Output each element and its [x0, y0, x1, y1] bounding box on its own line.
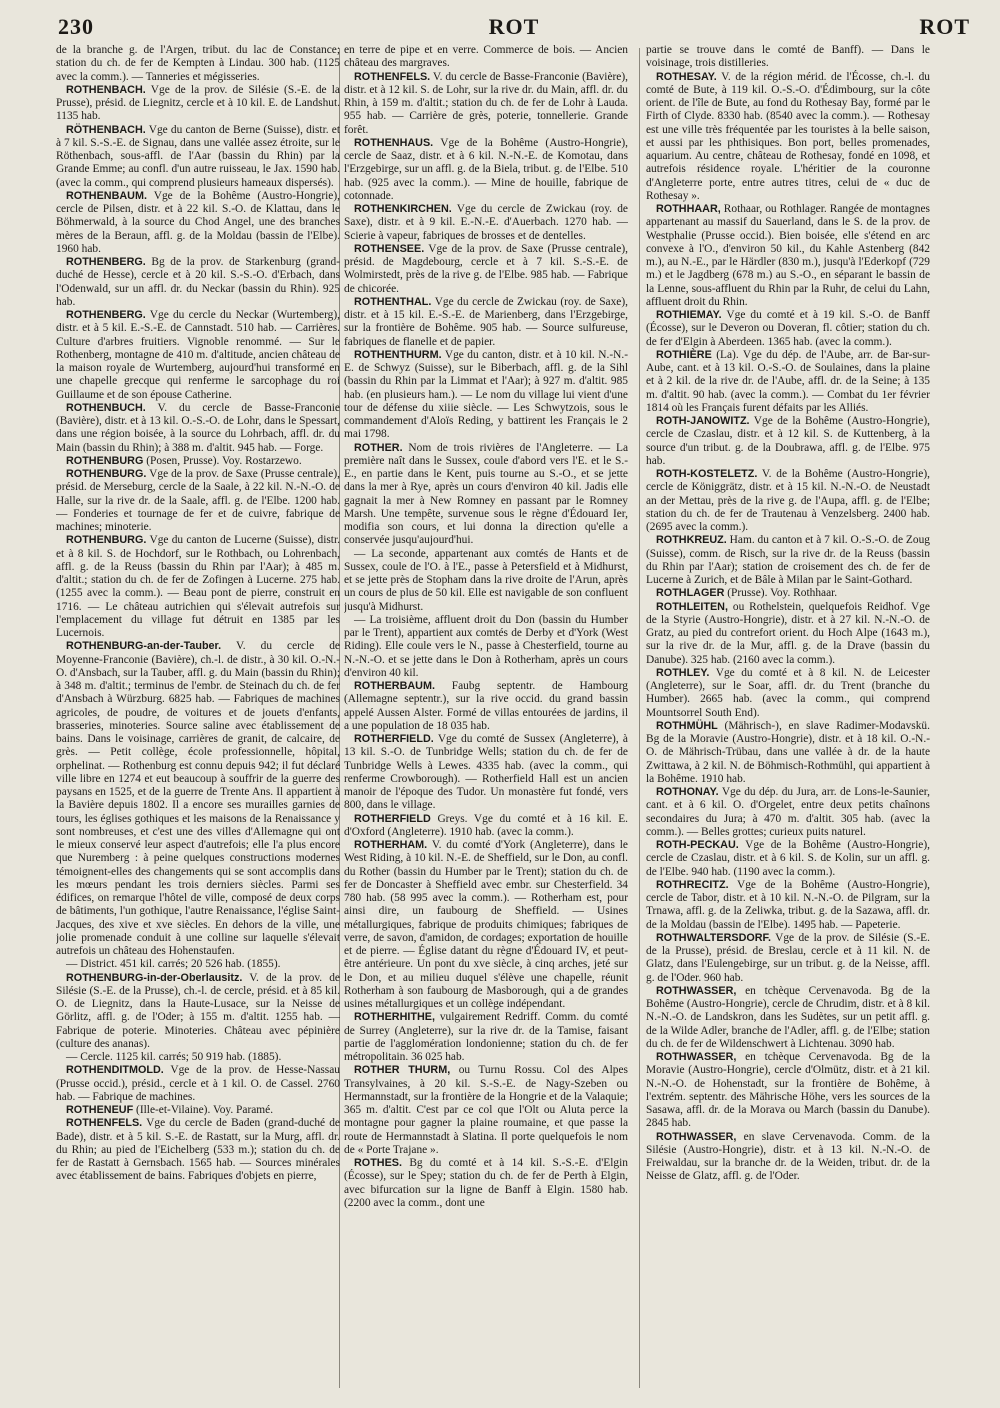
- entry-text: Rothaar, ou Rothlager. Rangée de montagnes appartenant au massif du Sauerland, dans le S. de la prov. de Westphalie (Prusse occid.). Bien boisée, elle s'étend en arc convexe à l'O., d'environ 50 kil., du Kahle Astenberg (842 m.), au N.-E., par le Härdler (830 m.), jusqu'à l'Ederkopf (729 m.) et le Jagdberg (678 m.) au S.-O., en séparant le bassin de la Lenne, sous-affluent du Rhin par la Ruhr, de celui du Lahn, affluent droit du Rhin.: [646, 203, 930, 308]
- entry-headword: ROTHENHAUS.: [354, 136, 434, 149]
- dictionary-entry: [344, 839, 628, 1011]
- entry-headword: ROTHERFIELD: [354, 812, 431, 825]
- dictionary-entry: [344, 1064, 628, 1157]
- entry-text: (Prusse). Voy. Rothhaar.: [727, 587, 838, 600]
- entry-text: Vge du cercle du Neckar (Wurtemberg), distr. et à 5 kil. E.-S.-E. de Cannstadt. 510 hab. — Carrières. Culture d'arbres fruitiers. Vignoble renommé. — Sur le Rothenberg, montagne de 410 m. d'altitude, ancien château de la maison royale de Wurtemberg, aujourd'hui transformé en une chapelle grecque qui renferme le sarcophage du roi Guillaume et de son épouse Catherine.: [56, 309, 340, 401]
- entry-headword: ROTHENFELS.: [66, 1117, 143, 1130]
- entry-text: — Cercle. 1125 kil. carrés; 50 919 hab. (1885).: [66, 1051, 282, 1063]
- dictionary-entry: [344, 680, 628, 733]
- entry-headword: ROTHERHITHE,: [354, 1011, 435, 1024]
- entry-text: (Mährisch-), en slave Radimer-Modavskü. Bg de la Moravie (Austro-Hongrie), distr. et à 18 kil. O.-N.-O. de Mährisch-Trübau, dans une vallée à dr. de la haute Zwittawa, à 2 kil. N. de Böhmisch-Rothmühl, qui appartient à la Bohême. 1910 hab.: [646, 719, 930, 785]
- entry-text: ou Rothelstein, quelquefois Reidhof. Vge de la Styrie (Austro-Hongrie), distr. et à 27 kil. N.-N.-O. de Gratz, au pied du contrefort orient. du Hoch Alpe (1643 m.), sur la rive dr. de la Mur, affl. g. de la Drave (bassin du Danube). 325 hab. (2160 avec la comm.).: [646, 600, 930, 666]
- entry-text: en slave Cervenavoda. Comm. de la Silésie (Austro-Hongrie), distr. et à 13 kil. N.-N.-O. de Freiwaldau, sur la branche dr. de la Weiden, tribut. dr. de la Neisse de Glatz, affl. g. de l'Oder.: [646, 1130, 930, 1183]
- dictionary-entry: [646, 468, 930, 534]
- dictionary-entry: [344, 296, 628, 349]
- dictionary-entry: [646, 879, 930, 932]
- dictionary-entry: [56, 468, 340, 534]
- dictionary-entry: [344, 44, 628, 71]
- entry-text: Vge du comté et à 19 kil. S.-O. de Banff (Écosse), sur le Deveron ou Doveran, fl. côtier; station du ch. de fer d'Elgin à Aberdeen. 1365 hab. (avec la comm.).: [646, 309, 930, 348]
- entry-text: Vge du comté et à 8 kil. N. de Leicester (Angleterre), sur le Soar, affl. dr. du Trent (branche du Humber). 2665 hab. (avec la comm., qui comprend Mountsorrel South End).: [646, 666, 930, 719]
- dictionary-entry: [56, 1104, 340, 1117]
- entry-text: — La troisième, affluent droit du Don (bassin du Humber par le Trent), appartient aux comtés de Derby et d'York (West Riding). Elle coule vers le N., passe à Chesterfield, tourne au N.-N.-O. et se jette dans le Don à Rotherham, après un cours d'environ 40 kil.: [344, 613, 628, 679]
- dictionary-entry: [56, 1064, 340, 1104]
- entry-text: en terre de pipe et en verre. Commerce de bois. — Ancien château des margraves.: [344, 44, 628, 70]
- entry-headword: ROTHENBURG: [66, 454, 144, 467]
- entry-text: Bg de la prov. de Starkenburg (grand-duché de Hesse), cercle et à 20 kil. S.-S.-O. d'Erbach, dans l'Odenwald, sur un affl. dr. du Neckar (bassin du Rhin). 925 hab.: [56, 256, 340, 308]
- dictionary-entry: [344, 548, 628, 614]
- dictionary-entry: [56, 124, 340, 190]
- dictionary-entry: [646, 1131, 930, 1184]
- entry-headword: ROTHENBURG-in-der-Oberlausitz.: [66, 971, 243, 984]
- entry-text: Vge du cercle de Zwickau (roy. de Saxe), distr. et à 9 kil. E.-N.-E. d'Auerbach. 1270 hab. — Scierie à vapeur, fabriques de brosses et de dentelles.: [344, 203, 628, 242]
- dictionary-entry: [646, 667, 930, 720]
- entry-headword: ROTHLEITEN,: [656, 600, 728, 613]
- dictionary-entry: [56, 534, 340, 640]
- entry-headword: ROTHENBURG-an-der-Tauber.: [66, 640, 222, 653]
- entry-text: V. de la Bohême (Austro-Hongrie), cercle de Königgrätz, distr. et à 15 kil. N.-N.-O. de Neustadt an der Mettau, près de la rive g. de l'Aupa, affl. g. de l'Elbe; station du ch. de fer de Trautenau à Venzelsberg. 2400 hab. (2695 avec la comm.).: [646, 468, 930, 533]
- entry-headword: RÖTHENBACH.: [66, 123, 146, 136]
- dictionary-entry: [344, 733, 628, 813]
- entry-text: Greys. Vge du comté et à 16 kil. E. d'Oxford (Angleterre). 1910 hab. (avec la comm.).: [344, 812, 628, 838]
- entry-text: V. du cercle de Basse-Franconie (Bavière), distr. et à 12 kil. S. de Lohr, sur la rive dr. du Main, affl. dr. du Rhin, à 159 m. d'altit.; station du ch. de fer de Lohr à Lauda. 955 hab. — Carrière de grès, poterie, tonnellerie. Grande forêt.: [344, 70, 628, 136]
- entry-headword: ROTHENTHURM.: [354, 348, 442, 361]
- entry-headword: ROTHESAY.: [656, 70, 717, 83]
- dictionary-entry: [646, 932, 930, 985]
- dictionary-entry: [56, 190, 340, 256]
- dictionary-entry: [344, 1011, 628, 1064]
- entry-headword: ROTHLAGER: [656, 587, 725, 600]
- entry-headword: ROTHIEMAY.: [656, 309, 722, 321]
- dictionary-entry: [646, 985, 930, 1051]
- entry-text: Vge de la Bohême (Austro-Hongrie), cercle de Czaslau, distr. et à 6 kil. S. de Kolin, sur un affl. g. de l'Elbe. 940 hab. (1190 avec la comm.).: [646, 839, 930, 878]
- page-header: [58, 14, 970, 42]
- dictionary-entry: [56, 402, 340, 455]
- dictionary-entry: [56, 958, 340, 971]
- dictionary-entry: [646, 44, 930, 71]
- dictionary-entry: [56, 1051, 340, 1064]
- entry-headword: ROTHER.: [354, 441, 403, 454]
- entry-text: Vge de la prov. de Silésie (S.-E. de la Prusse), présid. de Liegnitz, cercle et à 10 kil. E. de Landshut. 1135 hab.: [56, 83, 340, 123]
- entry-text: Vge de la prov. de Saxe (Prusse centrale), présid. de Magdebourg, cercle et à 7 kil. S.-S.-E. de Wolmirstedt, près de la rive g. de l'Elbe. 985 hab. — Fabrique de chicorée.: [344, 242, 628, 295]
- dictionary-entry: [344, 614, 628, 680]
- entry-text: Vge de la prov. de Saxe (Prusse centrale), présid. de Merseburg, cercle de la Saale, à 22 kil. N.-N.-O. de Halle, sur la rive dr. de la Saale, affl. g. de l'Elbe. 1200 hab. — Fonderies et tournage de fer et de cuivre, fabrique de machines; minoterie.: [56, 468, 340, 533]
- dictionary-entry: [646, 786, 930, 839]
- dictionary-entry: [344, 1157, 628, 1210]
- page-number: 230: [58, 14, 94, 39]
- entry-text: Ham. du canton et à 7 kil. O.-S.-O. de Zoug (Suisse), comm. de Risch, sur la rive dr. de la Reuss (bassin du Rhin par l'Aar); station de croisement des ch. de fer de Lucerne à Zurich, et de Bâle à Milan par le Saint-Gothard.: [646, 534, 930, 586]
- dictionary-entry: [344, 203, 628, 243]
- dictionary-entry: [646, 1051, 930, 1131]
- dictionary-entry: [56, 256, 340, 309]
- entry-headword: ROTHENBERG.: [66, 309, 146, 321]
- entry-text: Vge de la prov. de Silésie (S.-E. de la Prusse), présid. de Breslau, cercle et à 11 kil. N. de Glatz, dans l'Eulengebirge, sur un tribut. g. de la Neisse, affl. g. de l'Oder. 960 hab.: [646, 931, 930, 984]
- entry-text: Vge du canton, distr. et à 10 kil. N.-N.-E. de Schwyz (Suisse), sur le Biberbach, affl. g. de la Sihl (bassin du Rhin par la Limmat et l'Aar); à 927 m. d'altit. 985 hab. (en plusieurs ham.). — Le nom du village lui vient d'une tour de défense du xiiie siècle. — Les Schwytzois, sous le commandement d'Aloïs Reding, y battirent les Français le 2 mai 1798.: [344, 348, 628, 441]
- entry-text: V. du comté d'York (Angleterre), dans le West Riding, à 10 kil. N.-E. de Sheffield, sur le Don, au confl. du Rother (bassin du Humber par le Trent); station du ch. de fer de Doncaster à Sheffield avec embr. sur Chesterfield. 34 780 hab. (58 995 avec la comm.). — Rotherham est, pour ainsi dire, un faubourg de Sheffield. — Usines métallurgiques, fabrique de produits chimiques; fabriques de verre, de savon, d'amidon, de cordages; exportation de houille et de pierre. — Église datant du règne d'Édouard IV, et peut-être antérieure. Un pont du xve siècle, à cinq arches, jeté sur le Don, et au milieu duquel s'élève une chapelle, réunit Rotherham à son faubourg de Masborough, qui a de grandes usines métallurgiques et un collège indépendant.: [344, 839, 628, 1010]
- entry-headword: ROTHMÜHL: [656, 719, 718, 732]
- entry-headword: ROTHENBURG.: [66, 468, 147, 480]
- entry-text: Vge du cercle de Zwickau (roy. de Saxe), distr. et à 15 kil. E.-S.-E. de Marienberg, dans l'Erzgebirge, sur la frontière de Bohême. 905 hab. — Source sulfureuse, fabriques de flanelle et de papier.: [344, 295, 628, 348]
- running-head-right: ROT: [919, 14, 970, 39]
- entry-headword: ROTHERBAUM.: [354, 680, 435, 692]
- entry-headword: ROTHRECITZ.: [656, 878, 729, 891]
- entry-text: Vge du comté de Sussex (Angleterre), à 13 kil. S.-O. de Tunbridge Wells; station du ch. de fer de Tunbridge Wells à Lewes. 4335 hab. (avec la comm., qui renferme Crowborough). — Rotherfield Hall est un ancien manoir de l'époque des Tudor. Un monastère fut fondé, vers 800, dans le village.: [344, 733, 628, 812]
- entry-text: en tchèque Cervenavoda. Bg de la Moravie (Austro-Hongrie), cercle d'Olmütz, distr. et à 21 kil. N.-N.-O. de Hohenstadt, sur la frontière de Bohême, à l'extrém. septentr. des Mährische Höhe, vers les sources de la Sasawa, affl. dr. de la Morava ou March (bassin du Danube). 2845 hab.: [646, 1051, 930, 1130]
- dictionary-entry: [646, 415, 930, 468]
- entry-headword: ROTHLEY.: [656, 666, 710, 679]
- entry-headword: ROTHENSEE.: [354, 242, 425, 255]
- dictionary-entry: [344, 71, 628, 137]
- entry-text: en tchèque Cervenavoda. Bg de la Bohême (Austro-Hongrie), cercle de Chrudim, distr. et à 8 kil. N.-N.-O. de Landskron, dans les Sudètes, sur un petit affl. g. de la Wilde Adler, branche de l'Adler, affl. g. de l'Elbe; station du ch. de fer de Wildenschwert à Lichtenau. 3090 hab.: [646, 984, 930, 1050]
- entry-headword: ROTHWASSER,: [656, 1130, 737, 1143]
- entry-text: Vge du canton de Lucerne (Suisse), distr. et à 8 kil. S. de Hochdorf, sur le Rothbach, ou Lohrenbach, affl. g. de la Reuss (bassin du Rhin par l'Aar); à 485 m. d'altit.; station du ch. de fer de Zofingen à Lucerne. 275 hab. (1255 avec la comm.). — Beau pont de pierre, construit en 1716. — Le château autrichien qui s'élevait autrefois sur l'emplacement du village fut détruit en 1385 par les Lucernois.: [56, 534, 340, 639]
- entry-headword: ROTHHAAR,: [656, 203, 721, 215]
- entry-text: Vge de la Bohême (Austro-Hongrie), cercle de Tabor, distr. et à 10 kil. N.-N.-O. de Pilgram, sur la Trnawa, affl. g. de la Zeliwka, tribut. g. de la Sazawa, affl. dr. de la Moldau (bassin de l'Elbe). 1495 hab. — Papeterie.: [646, 878, 930, 931]
- entry-text: (La). Vge du dép. de l'Aube, arr. de Bar-sur-Aube, cant. et à 13 kil. O.-S.-O. de Soulaines, dans la plaine et à 2 kil. de la rive dr. de l'Aube, affl. dr. de la Seine; à 135 m. d'altit. 90 hab. (avec la comm.). — Combat du 1er février 1814 où les Français furent défaits par les Alliés.: [646, 348, 930, 414]
- entry-headword: ROTH-KOSTELETZ.: [656, 468, 758, 480]
- entry-headword: ROTHENBUCH.: [66, 401, 146, 414]
- entry-headword: ROTHENKIRCHEN.: [354, 203, 452, 215]
- entry-headword: ROTHONAY.: [656, 786, 719, 798]
- dictionary-entry: [344, 813, 628, 840]
- dictionary-entry: [646, 587, 930, 600]
- dictionary-entry: [56, 44, 340, 84]
- dictionary-entry: [56, 640, 340, 958]
- entry-text: de la branche g. de l'Argen, tribut. du lac de Constance; station du ch. de fer de Kempten à Lindau. 300 hab. (1125 avec la comm.). — Tanneries et mégisseries.: [56, 44, 340, 83]
- entry-text: — District. 451 kil. carrés; 20 526 hab. (1855).: [66, 958, 281, 971]
- entry-headword: ROTHENBACH.: [66, 83, 146, 96]
- entry-text: Vge du cercle de Baden (grand-duché de Bade), distr. et à 5 kil. S.-E. de Rastatt, sur la Murg, affl. dr. du Rhin; au pied de l'Eichelberg (533 m.); station du ch. de fer de Rastatt à Gernsbach. 1565 hab. — Sources minérales avec établissement de bains. Fabriques d'objets en pierre,: [56, 1117, 340, 1183]
- dictionary-entry: [344, 442, 628, 548]
- entry-headword: ROTHENFELS.: [354, 70, 431, 83]
- entry-headword: ROTHENBURG.: [66, 534, 147, 547]
- entry-headword: ROTHIÈRE: [656, 348, 712, 361]
- dictionary-entry: [646, 601, 930, 667]
- entry-headword: ROTHENDITMOLD.: [66, 1064, 164, 1077]
- column-right: [646, 44, 930, 1399]
- column-left: [56, 44, 340, 1399]
- entry-text: partie se trouve dans le comté de Banff). — Dans le voisinage, trois distilleries.: [646, 44, 930, 70]
- entry-text: Nom de trois rivières de l'Angleterre. — La première naît dans le Sussex, coule d'abord vers l'E. et le S.-E., en partie dans le Kent, puis tourne au S.-O., et se jette dans la mer à Rye, après un cours d'environ 40 kil. Jadis elle gagnait la mer à New Romney en passant par le Romney Marsh. Une tempête, survenue sous le règne d'Édouard Ier, modifia son cours, et lui donna la direction qu'elle a conservée jusqu'aujourd'hui.: [344, 441, 628, 547]
- entry-headword: ROTHKREUZ.: [656, 534, 727, 547]
- entry-text: V. du cercle de Basse-Franconie (Bavière), distr. et à 13 kil. O.-S.-O. de Lohr, dans le Spessart, dans une région boisée, à la source du Lohrbach, affl. dr. du Main (bassin du Rhin); à 388 m. d'altit. 945 hab. — Forge.: [56, 401, 340, 454]
- entry-headword: ROTH-PECKAU.: [656, 839, 739, 851]
- entry-headword: ROTHENTHAL.: [354, 295, 432, 308]
- running-head-center: ROT: [488, 14, 540, 39]
- entry-headword: ROTHENEUF: [66, 1104, 134, 1116]
- column-rule: [639, 48, 640, 1388]
- entry-text: Bg du comté et à 14 kil. S.-S.-E. d'Elgin (Écosse), sur le Spey; station du ch. de fer de Perth à Elgin, avec bifurcation sur la ligne de Banff à Elgin. 1580 hab. (2200 avec la comm., dont une: [344, 1157, 628, 1209]
- dictionary-entry: [646, 720, 930, 786]
- entry-headword: ROTHENBERG.: [66, 256, 146, 268]
- dictionary-entry: [56, 84, 340, 124]
- entry-text: V. de la prov. de Silésie (S.-E. de la Prusse), ch.-l. de cercle, présid. et à 85 kil. O. de Liegnitz, dans la Haute-Lusace, sur la Neisse de Görlitz, affl. g. de l'Oder; à 155 m. d'altit. 1255 hab. — Fabrique de poterie. Minoteries. Château avec pépinière (culture des ananas).: [56, 971, 340, 1050]
- dictionary-entry: [646, 349, 930, 415]
- dictionary-entry: [646, 839, 930, 879]
- entry-headword: ROTHER THURM,: [354, 1064, 451, 1077]
- entry-headword: ROTHERHAM.: [354, 839, 428, 851]
- entry-headword: ROTHENBAUM.: [66, 189, 147, 202]
- entry-text: (Posen, Prusse). Voy. Rostarzewo.: [146, 454, 302, 467]
- column-middle: [344, 44, 628, 1399]
- entry-text: V. de la région mérid. de l'Écosse, ch.-l. du comté de Bute, à 119 kil. O.-S.-O. d'Édimbourg, sur la côte orient. de l'île de Bute, au fond du Rothesay Bay, formé par le Firth of Clyde. 8330 hab. (8540 avec la comm.). — Rothesay est une ville très fréquentée par les touristes à la belle saison, et aussi par les phthisiques. Bon port, belles promenades, aquarium. Au centre, château de Rothesay, fondé en 1098, et autrefois résidence royale. L'héritier de la couronne d'Angleterre porte, entre autres titres, celui de « duc de Rothesay ».: [646, 70, 930, 202]
- entry-headword: ROTHWASSER,: [656, 1051, 737, 1063]
- dictionary-entry: [344, 137, 628, 203]
- dictionary-entry: [344, 349, 628, 442]
- dictionary-entry: [56, 1117, 340, 1183]
- dictionary-entry: [344, 243, 628, 296]
- entry-text: vulgairement Redriff. Comm. du comté de Surrey (Angleterre), sur la rive dr. de la Tamise, faisant partie de l'agglomération londonienne; station du ch. de fer métropolitain. 36 025 hab.: [344, 1011, 628, 1063]
- entry-text: Vge de la Bohême (Austro-Hongrie), cercle de Saaz, distr. et à 6 kil. N.-N.-E. de Komotau, dans l'Erzgebirge, sur un affl. g. de la Biela, tribut. g. de l'Elbe. 510 hab. (925 avec la comm.). — Mine de houille, fabrique de cotonnade.: [344, 136, 628, 202]
- dictionary-entry: [56, 309, 340, 402]
- dictionary-entry: [646, 71, 930, 204]
- entry-text: — La seconde, appartenant aux comtés de Hants et de Sussex, coule de l'O. à l'E., passe à Petersfield et à Midhurst, et se jette près de Stopham dans la rive droite de l'Arun, après un cours de plus de 50 kil. Elle est navigable de son confluent jusqu'à Midhurst.: [344, 547, 628, 613]
- entry-text: Vge de la Bohême (Austro-Hongrie), cercle de Pilsen, distr. et à 22 kil. S.-O. de Klattau, dans le Böhmerwald, à la source du Chod Angel, une des branches mères de la Beraun, affl. g. de la Moldau (bassin de l'Elbe). 1960 hab.: [56, 189, 340, 255]
- entry-text: Vge de la prov. de Hesse-Nassau (Prusse occid.), présid., cercle et à 1 kil. O. de Cassel. 2760 hab. — Fabrique de machines.: [56, 1064, 340, 1103]
- dictionary-entry: [646, 203, 930, 309]
- entry-text: Faubg septentr. de Hambourg (Allemagne septentr.), sur la rive occid. du grand bassin appelé Aussen Alster. Formé de villas entourées de jardins, il a une population de 18 035 hab.: [344, 680, 628, 732]
- entry-headword: ROTHWALTERSDORF.: [656, 931, 771, 944]
- dictionary-entry: [646, 534, 930, 587]
- entry-headword: ROTHWASSER,: [656, 984, 737, 997]
- entry-headword: ROTH-JANOWITZ.: [656, 415, 750, 427]
- entry-text: ou Turnu Rossu. Col des Alpes Transylvaines, à 20 kil. S.-S.-E. de Nagy-Szeben ou Hermannstadt, sur la frontière de la Hongrie et de la Valaquie; 365 m. d'altit. C'est par ce col que l'Olt ou Aluta perce la montagne pour gagner la plaine roumaine, et que passe la route de Hermannstadt à Slatina. Il porte quelquefois le nom de « Porte Trajane ».: [344, 1064, 628, 1156]
- entry-text: (Ille-et-Vilaine). Voy. Paramé.: [136, 1104, 274, 1116]
- entry-text: Vge de la Bohême (Austro-Hongrie), cercle de Czaslau, distr. et à 12 kil. S. de Kuttenberg, à la source d'un tribut. g. de la Doubrawa, affl. g. de l'Elbe. 975 hab.: [646, 415, 930, 467]
- dictionary-entry: [56, 972, 340, 1052]
- dictionary-entry: [56, 455, 340, 468]
- entry-text: Vge du dép. du Jura, arr. de Lons-le-Saunier, cant. et à 6 kil. O. d'Orgelet, entre deux petits chaînons secondaires du Jura; à 470 m. d'altit. 305 hab. (avec la comm.). — Belles grottes; curieux puits naturel.: [646, 786, 930, 838]
- dictionary-entry: [646, 309, 930, 349]
- entry-text: Vge du canton de Berne (Suisse), distr. et à 7 kil. S.-S.-E. de Signau, dans une vallée assez étroite, sur le Röthenbach, sous-affl. de l'Aar (bassin du Rhin) par la Grande Emme; au confl. d'un autre ruisseau, le Jax. 1590 hab. (avec la comm., qui comprend plusieurs hameaux dispersés).: [56, 123, 340, 189]
- entry-headword: ROTHERFIELD.: [354, 733, 434, 745]
- entry-headword: ROTHES.: [354, 1157, 402, 1169]
- entry-text: V. du cercle de Moyenne-Franconie (Bavière), ch.-l. de distr., à 30 kil. O.-N.-O. d'Ansbach, sur la Tauber, affl. g. du Main (bassin du Rhin); à 348 m. d'altit.; terminus de l'embr. de Steinach du ch. de fer d'Ansbach à Würzburg. 6825 hab. — Fabriques de machines agricoles, de poudre, de voitures et de jouets d'enfants, brasseries, minoteries. Source saline avec établissement de bains. Dans le voisinage, carrières de granit, de calcaire, de grès. — Petit collège, école professionnelle, hôpital, orphelinat. — Rothenburg est connu depuis 942; il fut déclaré ville libre en 1274 et eut beaucoup à souffrir de la guerre des paysans en 1525, et de la guerre de Trente Ans. Il appartient à la Bavière depuis 1802. Il a encore ses murailles garnies de tours, les églises gothiques et les maisons de la Renaissance y sont nombreuses, et c'est une des villes d'Allemagne qui ont le mieux conservé leur aspect d'autrefois; elle l'a plus encore que Nuremberg : à peine quelques constructions modernes témoignent-elles des changements qui se sont accomplis dans les mœurs pendant les trois derniers siècles. Parmi ses édifices, on remarque l'hôtel de ville, composé de deux corps de bâtiments, l'un gothique, l'autre Renaissance, l'église Saint-Jacques, des xive et xve siècles. En dehors de la ville, une jolie promenade conduit à une colline sur laquelle s'élevait autrefois un château des Hohenstaufen.: [56, 640, 340, 957]
